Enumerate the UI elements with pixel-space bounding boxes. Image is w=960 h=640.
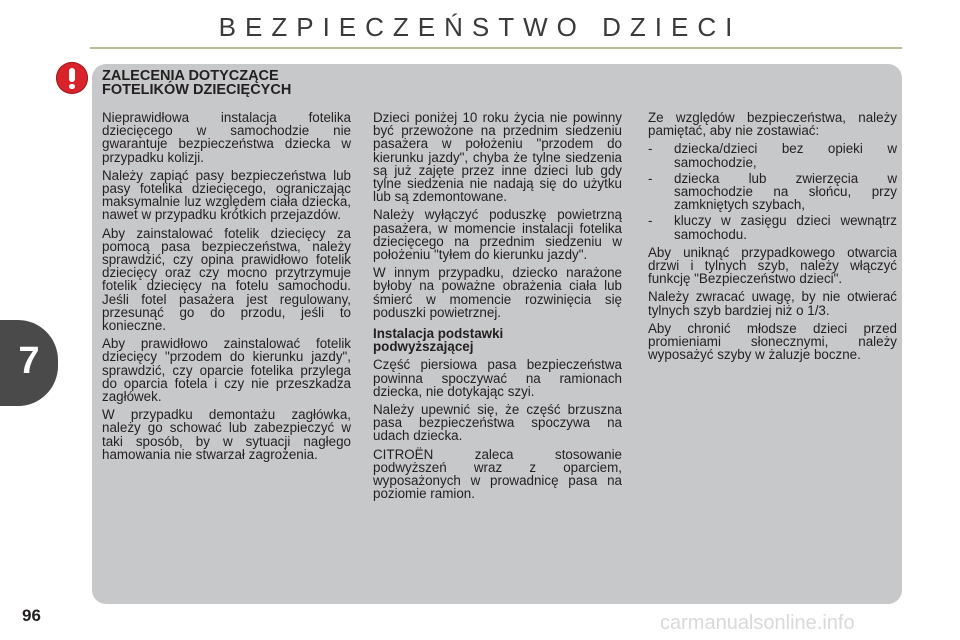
paragraph: Należy upewnić się, że część brzuszna pasa bezpieczeństwa spoczywa na udach dziecka. <box>373 402 622 444</box>
paragraph: Należy zapiąć pasy bezpieczeństwa lub pasy fotelika dziecięcego, ograniczając maksymalnie luz względem ciała dziecka, nawet w przypadku krótkich przejazdów. <box>102 167 351 223</box>
text-column-3 <box>648 111 897 366</box>
warning-icon-bar <box>69 68 75 82</box>
subheading <box>373 327 622 353</box>
paragraph: Należy zwracać uwagę, by nie otwierać tylnych szyb bardziej niż o 1/3. <box>648 289 897 318</box>
list-dash: - <box>648 170 653 186</box>
chapter-number: 7 <box>18 340 40 382</box>
list-item-text: kluczy w zasięgu dzieci wewnątrz samochodu. <box>674 213 897 242</box>
warning-icon-dot <box>69 84 75 89</box>
section-title-line1: ZALECENIA DOTYCZĄCE <box>102 68 279 84</box>
page-number: 96 <box>22 606 41 625</box>
paragraph: Aby zainstalować fotelik dziecięcy za pomocą pasa bezpieczeństwa, należy sprawdzić, czy opina prawidłowo fotelik dziecięcy oraz czy mocno przytrzymuje fotelik dziecięcy na fotelu samochodu. Jeśli fotel pasażera jest regulowany, przesunąć go do przodu, jeśli to konieczne. <box>102 225 351 334</box>
list-item-text: dziecka lub zwierzęcia w samochodzie na słońcu, przy zamkniętych szybach, <box>674 170 897 213</box>
paragraph: Nieprawidłowa instalacja fotelika dziecięcego w samochodzie nie gwarantuje bezpieczeństwa dziecka w przypadku kolizji. <box>102 110 351 165</box>
warning-icon <box>56 62 88 94</box>
paragraph: Dzieci poniżej 10 roku życia nie powinny być przewożone na przednim siedzeniu pasażera w położeniu "przodem do kierunku jazdy", chyba że tylne siedzenia są już zajęte przez inne dzieci lub gdy tylne siedzenia nie nadają się do użytku lub są zdemontowane. <box>373 110 622 205</box>
page-title: BEZPIECZEŃSTWO DZIECI <box>218 12 742 42</box>
header-divider <box>90 47 902 49</box>
list-item-text: dziecka/dzieci bez opieki w samochodzie, <box>674 141 897 170</box>
section-title <box>102 69 291 97</box>
paragraph: Aby uniknąć przypadkowego otwarcia drzwi i tylnych szyb, należy włączyć funkcję "Bezpieczeństwo dzieci". <box>648 244 897 287</box>
paragraph: W przypadku demontażu zagłówka, należy go schować lub zabezpieczyć w taki sposób, by w sytuacji nagłego hamowania nie stwarzał zagrożenia. <box>102 407 351 462</box>
paragraph: W innym przypadku, dziecko narażone byłoby na poważne obrażenia ciała lub śmierć w momencie rozwinięcia się poduszki powietrznej. <box>373 265 622 320</box>
text-column-2 <box>373 111 622 505</box>
list-item <box>648 214 897 240</box>
list-dash: - <box>648 213 653 229</box>
list-item <box>648 172 897 212</box>
paragraph: Ze względów bezpieczeństwa, należy pamiętać, aby nie zostawiać: <box>648 110 897 139</box>
section-title-line2: FOTELIKÓW DZIECIĘCYCH <box>102 82 292 98</box>
paragraph: Aby prawidłowo zainstalować fotelik dziecięcy "przodem do kierunku jazdy", sprawdzić, czy oparcie fotelika przylega do oparcia fotela i czy nie przeszkadza zagłówek. <box>102 336 351 405</box>
paragraph: Część piersiowa pasa bezpieczeństwa powinna spoczywać na ramionach dziecka, nie dotykając szyi. <box>373 357 622 399</box>
list-item <box>648 142 897 168</box>
subheading-line2: podwyższającej <box>373 339 474 355</box>
list-dash: - <box>648 141 653 157</box>
subheading-line1: Instalacja podstawki <box>373 326 504 342</box>
paragraph: CITROËN zaleca stosowanie podwyższeń wraz z oparciem, wyposażonych w prowadnicę pasa na poziomie ramion. <box>373 446 622 502</box>
paragraph: Należy wyłączyć poduszkę powietrzną pasażera, w momencie instalacji fotelika dziecięcego na przednim siedzeniu w położeniu "tyłem do kierunku jazdy". <box>373 207 622 263</box>
paragraph: Aby chronić młodsze dzieci przed promieniami słonecznymi, należy wyposażyć szyby w żaluzje boczne. <box>648 320 897 363</box>
watermark: carmanualsonline.info <box>660 612 855 634</box>
text-column-1 <box>102 111 351 466</box>
